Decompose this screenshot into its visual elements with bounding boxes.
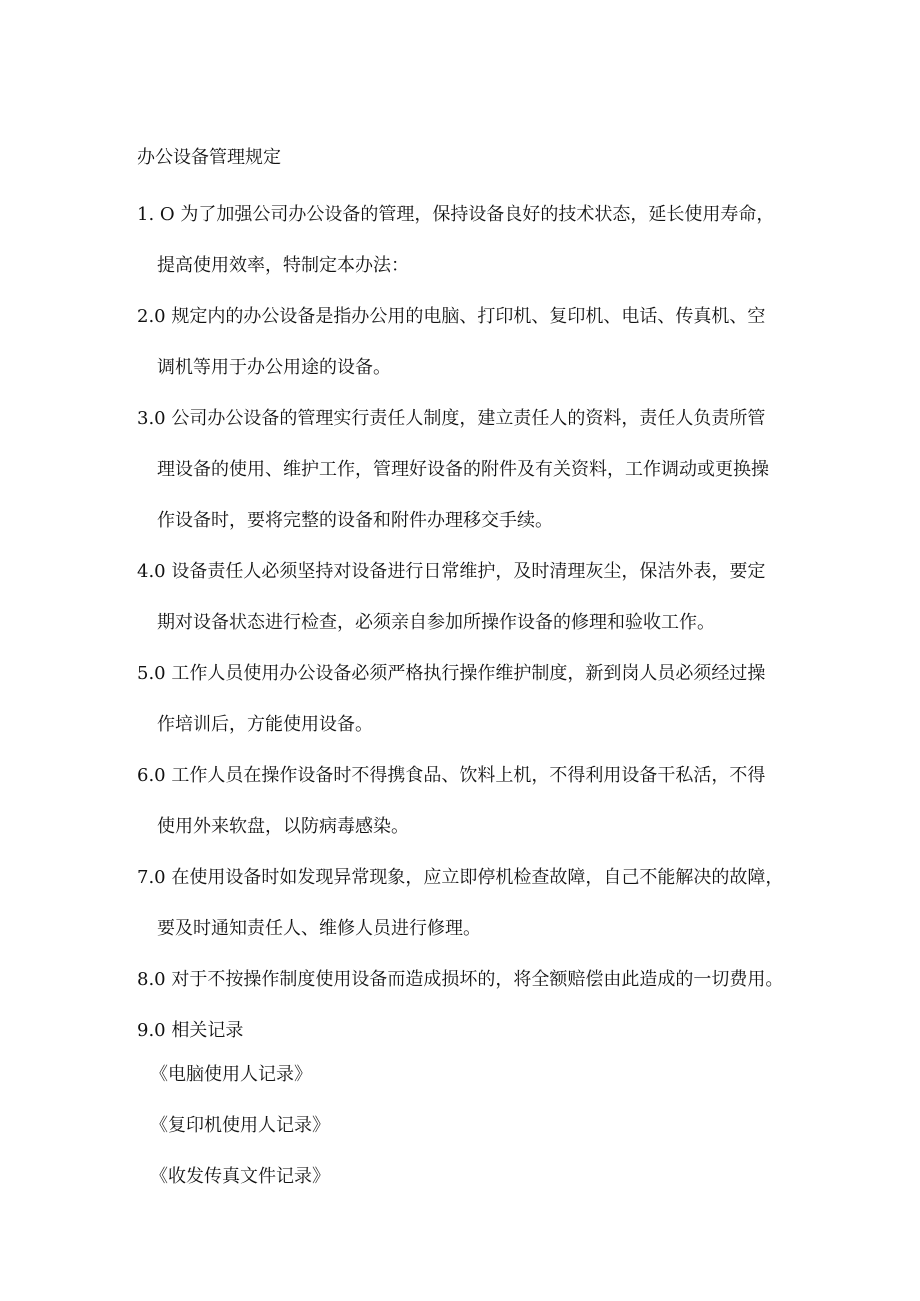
- clause-number: 1. O: [137, 204, 175, 225]
- clause-line: [137, 189, 812, 240]
- clause-line: [137, 648, 812, 699]
- clause-6: [137, 750, 812, 852]
- clause-line: 期对设备状态进行检查，必须亲自参加所操作设备的修理和验收工作。: [157, 612, 715, 633]
- record-list: [150, 1049, 330, 1202]
- clause-number: 6.0: [137, 765, 166, 786]
- clause-text: 工作人员在操作设备时不得携食品、饮料上机，不得利用设备干私活，不得: [171, 765, 766, 786]
- clause-5: [137, 648, 812, 750]
- clause-number: 4.0: [137, 561, 166, 582]
- clause-line: 理设备的使用、维护工作，管理好设备的附件及有关资料，工作调动或更换操: [157, 459, 769, 480]
- clause-line: [137, 393, 812, 444]
- clause-7: [137, 852, 812, 954]
- record-item-fax-log: 《收发传真文件记录》: [150, 1166, 330, 1187]
- document-title: 办公设备管理规定: [137, 147, 281, 168]
- clause-2: [137, 291, 812, 393]
- record-item-copier-users: 《复印机使用人记录》: [150, 1115, 330, 1136]
- clause-text: 在使用设备时如发现异常现象，应立即停机检查故障，自己不能解决的故障，: [171, 867, 784, 888]
- clause-text: 相关记录: [171, 1020, 244, 1041]
- clause-number: 2.0: [137, 306, 166, 327]
- clause-line: 作设备时，要将完整的设备和附件办理移交手续。: [157, 510, 553, 531]
- clause-1: [137, 189, 812, 291]
- clause-text: 工作人员使用办公设备必须严格执行操作维护制度，新到岗人员必须经过操: [171, 663, 766, 684]
- clause-line: [137, 546, 812, 597]
- clause-text: 设备责任人必须坚持对设备进行日常维护，及时清理灰尘，保洁外表，要定: [171, 561, 766, 582]
- clause-list: [137, 189, 812, 1056]
- clause-number: 8.0: [137, 969, 166, 990]
- clause-8: [137, 954, 812, 1005]
- clause-number: 5.0: [137, 663, 166, 684]
- record-item-computer-users: 《电脑使用人记录》: [150, 1064, 312, 1085]
- clause-line: 提高使用效率，特制定本办法：: [157, 255, 409, 276]
- clause-line: 作培训后，方能使用设备。: [157, 714, 373, 735]
- clause-line: 使用外来软盘，以防病毒感染。: [157, 816, 409, 837]
- clause-line: [137, 954, 812, 1005]
- clause-number: 9.0: [137, 1020, 166, 1041]
- clause-number: 3.0: [137, 408, 166, 429]
- clause-line: 要及时通知责任人、维修人员进行修理。: [157, 918, 481, 939]
- clause-text: 对于不按操作制度使用设备而造成损坏的，将全额赔偿由此造成的一切费用。: [171, 969, 784, 990]
- clause-line: [137, 291, 812, 342]
- clause-line: 调机等用于办公用途的设备。: [157, 357, 391, 378]
- clause-text: 规定内的办公设备是指办公用的电脑、打印机、复印机、电话、传真机、空: [171, 306, 766, 327]
- clause-line: [137, 750, 812, 801]
- clause-text: 公司办公设备的管理实行责任人制度，建立责任人的资料，责任人负责所管: [171, 408, 766, 429]
- clause-4: [137, 546, 812, 648]
- clause-number: 7.0: [137, 867, 166, 888]
- clause-3: [137, 393, 812, 546]
- clause-line: [137, 852, 812, 903]
- clause-text: 为了加强公司办公设备的管理，保持设备良好的技术状态，延长使用寿命，: [180, 204, 775, 225]
